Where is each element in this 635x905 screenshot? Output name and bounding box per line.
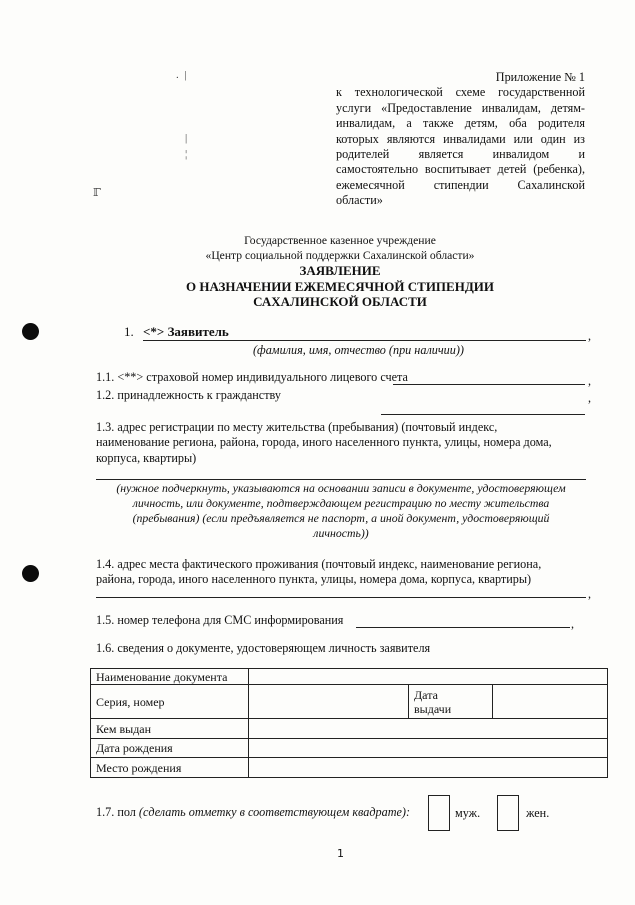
appendix-line: которых являются инвалидами или один из <box>336 131 585 146</box>
female-checkbox[interactable] <box>497 795 519 831</box>
scan-mark: . | <box>176 69 187 81</box>
gender-label: 1.7. пол <box>96 805 136 819</box>
registration-address-hint <box>94 481 588 541</box>
scan-mark: ℾ <box>93 187 101 199</box>
institution-line: «Центр социальной поддержки Сахалинской области» <box>205 249 475 263</box>
registration-address-line: 1.3. адрес регистрации по месту жительства (пребывания) (почтовый индекс, <box>96 420 498 434</box>
gender-hint: (сделать отметку в соответствующем квадрате): <box>138 805 411 819</box>
page-number: 1 <box>337 847 344 860</box>
document-heading <box>120 263 560 310</box>
issue-date-input-cell[interactable] <box>493 685 608 719</box>
snils-input-line[interactable] <box>393 384 585 385</box>
binder-hole-top <box>22 323 39 340</box>
issue-date-label-cell <box>409 685 493 719</box>
applicant-name-hint: (фамилия, имя, отчество (при наличии)) <box>253 343 464 357</box>
male-label: муж. <box>455 806 481 820</box>
registration-address-input-line[interactable] <box>96 479 586 480</box>
scan-mark: | <box>185 132 188 144</box>
appendix-title: Приложение № 1 <box>495 70 585 84</box>
heading-line: ЗАЯВЛЕНИЕ <box>299 263 381 278</box>
issue-date-label: выдачи <box>414 701 452 716</box>
table-row <box>91 739 608 758</box>
appendix-line: услуги «Предоставление инвалидам, детям- <box>336 100 585 115</box>
registration-hint-line: (нужное подчеркнуть, указываются на основании записи в документе, удостоверяющем <box>116 481 566 495</box>
registration-address-line: корпуса, квартиры) <box>96 450 197 465</box>
registration-address-line: наименование региона, района, города, иного населенного пункта, улицы, номера дома, <box>96 435 552 450</box>
snils-comma: , <box>588 374 592 388</box>
appendix-line: инвалидам, а также детям, оба родителя <box>336 116 585 131</box>
field-phone-label: 1.5. номер телефона для СМС информирования <box>96 613 344 627</box>
series-input-cell[interactable] <box>249 685 409 719</box>
field-actual-address-label <box>96 557 586 588</box>
field-id-document-label: 1.6. сведения о документе, удостоверяющем личность заявителя <box>96 641 431 655</box>
registration-hint-line: личность, или документе, подтверждающем регистрацию по месту жительства <box>132 496 550 510</box>
section-applicant-label: <*> Заявитель <box>143 324 229 339</box>
table-cell-label: Кем выдан <box>91 719 249 739</box>
female-label: жен. <box>526 806 550 820</box>
institution-block <box>140 233 540 264</box>
binder-hole-bottom <box>22 565 39 582</box>
id-document-table <box>90 668 608 778</box>
field-citizenship-label: 1.2. принадлежность к гражданству <box>96 388 281 402</box>
table-row <box>91 685 608 719</box>
male-checkbox[interactable] <box>428 795 450 831</box>
phone-input-line[interactable] <box>356 627 570 628</box>
table-cell-label: Наименование документа <box>91 669 249 685</box>
appendix-line: области» <box>336 193 383 208</box>
issued-by-input-cell[interactable] <box>249 719 608 739</box>
field-gender-row <box>96 805 410 820</box>
applicant-name-line[interactable] <box>143 340 586 341</box>
appendix-line: самостоятельно воспитывает детей (ребенка), <box>336 162 585 177</box>
scan-mark: ¦ <box>185 148 188 160</box>
birth-date-input-cell[interactable] <box>249 739 608 758</box>
table-row <box>91 669 608 685</box>
appendix-block <box>336 70 585 209</box>
birth-place-input-cell[interactable] <box>249 758 608 778</box>
registration-hint-line: личность)) <box>313 526 369 540</box>
table-row <box>91 758 608 778</box>
appendix-line: родителей является инвалидом и <box>336 147 585 162</box>
citizenship-input-line[interactable] <box>381 414 585 415</box>
table-cell-label: Место рождения <box>91 758 249 778</box>
citizenship-comma: , <box>588 391 592 405</box>
issue-date-label: Дата <box>414 687 438 702</box>
actual-address-line: 1.4. адрес места фактического проживания (почтовый индекс, наименование региона, <box>96 557 542 571</box>
actual-address-comma: , <box>588 587 592 601</box>
actual-address-line: района, города, иного населенного пункта, улицы, номера дома, корпуса, квартиры) <box>96 572 532 587</box>
field-registration-address-label <box>96 420 584 466</box>
applicant-comma: , <box>588 329 592 343</box>
registration-hint-line: (пребывания) (если предъявляется не паспорт, а иной документ, удостоверяющий <box>132 511 550 525</box>
phone-comma: , <box>571 617 575 631</box>
institution-line: Государственное казенное учреждение <box>244 234 436 247</box>
appendix-line: к технологической схеме государственной <box>336 85 585 100</box>
section-applicant-number: 1. <box>124 324 134 339</box>
doc-name-input-cell[interactable] <box>249 669 608 685</box>
heading-line: САХАЛИНСКОЙ ОБЛАСТИ <box>253 294 427 309</box>
actual-address-input-line[interactable] <box>96 597 586 598</box>
table-row <box>91 719 608 739</box>
heading-line: О НАЗНАЧЕНИИ ЕЖЕМЕСЯЧНОЙ СТИПЕНДИИ <box>186 278 494 294</box>
table-cell-label: Дата рождения <box>91 739 249 758</box>
field-snils-label: 1.1. <**> страховой номер индивидуального лицевого счета <box>96 370 408 384</box>
appendix-line: ежемесячной стипендии Сахалинской <box>336 177 585 192</box>
table-cell-label: Серия, номер <box>91 685 249 719</box>
